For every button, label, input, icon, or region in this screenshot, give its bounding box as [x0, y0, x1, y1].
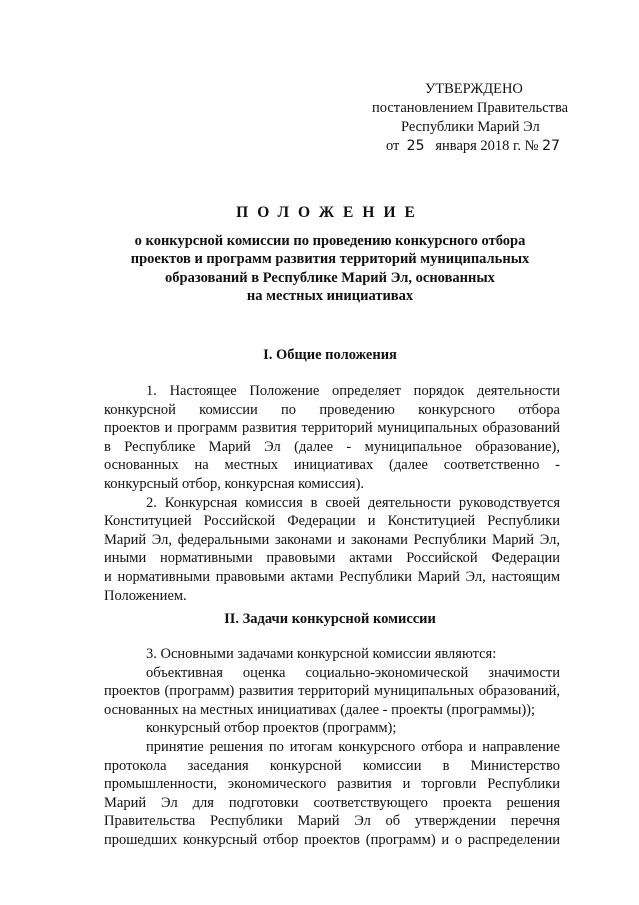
text-line: объективная оценка социально-экономической значимости	[146, 664, 560, 681]
text-line: Марий Эл для подготовки соответствующего проекта решения	[104, 794, 560, 811]
approval-line-republic: Республики Марий Эл	[401, 119, 540, 135]
approval-date-prefix: от	[386, 138, 400, 154]
text-line: Марий Эл, федеральными законами и законами Республики Марий Эл,	[104, 531, 560, 548]
approval-date-line	[365, 137, 635, 156]
document-subtitle	[100, 232, 560, 305]
text-line: Конституцией Российской Федерации и Конституцией Республики	[104, 513, 560, 530]
text-line: основанных на местных инициативах (далее - проекты (программы));	[104, 701, 536, 718]
text-line: 3. Основными задачами конкурсной комиссии являются:	[146, 646, 497, 662]
text-line: конкурсной комиссии по проведению конкурсного отбора	[104, 401, 560, 418]
section-heading-general: I. Общие положения	[263, 347, 397, 363]
approval-stamp	[365, 80, 635, 156]
subtitle-line: о конкурсной комиссии по проведению конкурсного отбора	[134, 233, 526, 249]
approval-doc-number: 27	[542, 138, 560, 154]
text-line: Положением.	[104, 587, 187, 604]
text-line: 1. Настоящее Положение определяет порядок деятельности	[146, 383, 560, 399]
approval-line-resolution: постановлением Правительства	[372, 100, 569, 116]
text-line: проектов и программ развития территорий муниципальных образований	[104, 420, 560, 437]
section-body-general	[104, 382, 560, 605]
paragraph	[104, 738, 560, 850]
text-line: проектов (программ) развития территорий муниципальных образований,	[104, 683, 560, 700]
approval-status: УТВЕРЖДЕНО	[425, 81, 523, 97]
text-line: иными нормативными правовыми актами Российской Федерации	[104, 550, 560, 567]
text-line: промышленности, экономического развития и торговли Республики	[104, 776, 560, 793]
text-line: и нормативными правовыми актами Республики Марий Эл, настоящим	[104, 568, 560, 585]
approval-date-day: 25	[406, 138, 425, 154]
document-title: ПОЛОЖЕНИЕ	[236, 204, 424, 221]
paragraph	[104, 664, 560, 720]
document-title-block	[100, 204, 560, 305]
subtitle-line: проектов и программ развития территорий муниципальных	[130, 251, 530, 268]
text-line: 2. Конкурсная комиссия в своей деятельности руководствуется	[146, 494, 560, 511]
paragraph	[104, 494, 560, 606]
subtitle-line: на местных инициативах	[246, 287, 414, 304]
text-line: конкурсный отбор, конкурсная комиссия).	[104, 475, 365, 492]
section-body-tasks	[104, 645, 560, 850]
paragraph	[104, 645, 560, 664]
section-heading-tasks: II. Задачи конкурсной комиссии	[224, 611, 436, 627]
text-line: принятие решения по итогам конкурсного отбора и направление	[146, 738, 560, 755]
text-line: прошедших конкурсный отбор проектов (программ) и о распределении	[104, 831, 560, 848]
text-line: протокола заседания конкурсной комиссии в Министерство	[104, 757, 560, 774]
paragraph	[104, 719, 560, 738]
paragraph	[104, 382, 560, 494]
subtitle-line: образований в Республике Марий Эл, основанных	[165, 269, 495, 286]
text-line: основанных на местных инициативах (далее соответственно -	[104, 457, 560, 474]
approval-date-rest: января 2018 г. №	[435, 138, 539, 154]
text-line: Правительства Республики Марий Эл об утверждении перечня	[104, 813, 560, 830]
text-line: конкурсный отбор проектов (программ);	[146, 720, 397, 737]
text-line: в Республике Марий Эл (далее - муниципальное образование),	[104, 438, 560, 455]
